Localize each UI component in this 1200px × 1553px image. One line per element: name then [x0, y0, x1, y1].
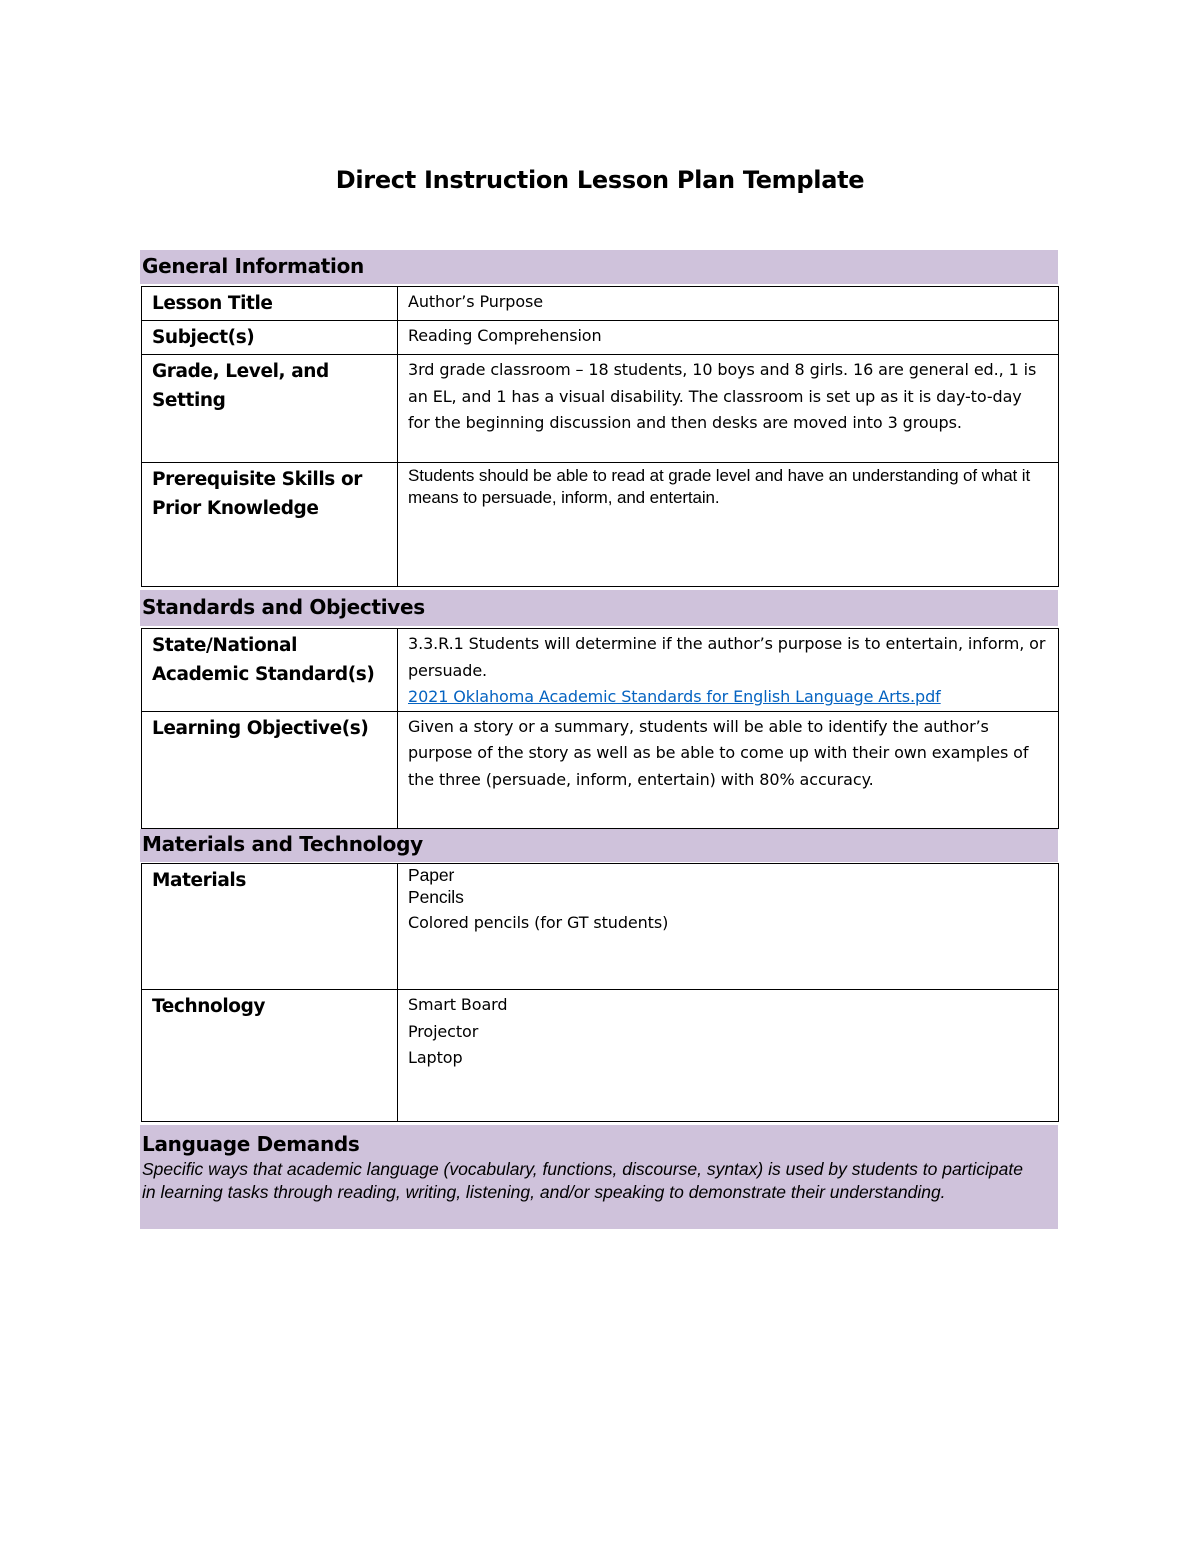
prerequisite-skills-value: Students should be able to read at grade level and have an understanding of what it means to persuade, inform, and entertain. — [398, 463, 1059, 587]
section-heading: General Information — [142, 254, 364, 278]
materials-technology-header — [140, 829, 1058, 862]
standards-objectives-table — [141, 628, 1059, 829]
section-heading: Language Demands — [142, 1132, 360, 1156]
lesson-title-label: Lesson Title — [142, 287, 398, 321]
section-heading: Materials and Technology — [142, 832, 423, 856]
list-item: Paper — [408, 865, 455, 885]
table-row — [142, 711, 1059, 828]
academic-standards-cell — [398, 629, 1059, 712]
table-row — [142, 463, 1059, 587]
materials-list — [398, 864, 1059, 990]
section-heading: Standards and Objectives — [142, 595, 425, 619]
language-demands-description: Specific ways that academic language (vocabulary, functions, discourse, syntax) is used by students to participate in learning tasks through reading, writing, listening, and/or speaking to demonstrate their understanding. — [142, 1159, 1023, 1202]
academic-standards-label: State/National Academic Standard(s) — [142, 629, 398, 712]
table-row — [142, 990, 1059, 1122]
page-title: Direct Instruction Lesson Plan Template — [335, 166, 865, 194]
list-item: Pencils — [408, 887, 464, 907]
list-item: Projector — [408, 1021, 479, 1041]
standards-pdf-link[interactable]: 2021 Oklahoma Academic Standards for English Language Arts.pdf — [408, 687, 941, 706]
prerequisite-skills-label: Prerequisite Skills or Prior Knowledge — [142, 463, 398, 587]
standards-objectives-header — [140, 590, 1058, 626]
grade-level-setting-label: Grade, Level, and Setting — [142, 355, 398, 463]
general-information-table — [141, 286, 1059, 587]
materials-label: Materials — [142, 864, 398, 990]
general-information-header — [140, 250, 1058, 284]
list-item: Smart Board — [408, 995, 508, 1014]
list-item: Colored pencils (for GT students) — [408, 913, 669, 932]
subject-value: Reading Comprehension — [398, 321, 1059, 355]
list-item: Laptop — [408, 1048, 463, 1067]
grade-level-setting-value: 3rd grade classroom – 18 students, 10 boys and 8 girls. 16 are general ed., 1 is an EL, and 1 has a visual disability. The classroom is set up as it is day-to-day for the beginning discussion and then desks are moved into 3 groups. — [398, 355, 1059, 463]
academic-standards-value: 3.3.R.1 Students will determine if the author’s purpose is to entertain, inform, or persuade. — [408, 634, 1046, 680]
learning-objectives-label: Learning Objective(s) — [142, 711, 398, 828]
table-row — [142, 287, 1059, 321]
learning-objectives-value: Given a story or a summary, students will be able to identify the author’s purpose of the story as well as be able to come up with their own examples of the three (persuade, inform, entertain) with 80% accuracy. — [398, 711, 1059, 828]
subject-label: Subject(s) — [142, 321, 398, 355]
language-demands-section — [140, 1125, 1058, 1229]
table-row — [142, 864, 1059, 990]
technology-label: Technology — [142, 990, 398, 1122]
technology-list — [398, 990, 1059, 1122]
lesson-title-value: Author’s Purpose — [398, 287, 1059, 321]
table-row — [142, 321, 1059, 355]
table-row — [142, 355, 1059, 463]
table-row — [142, 629, 1059, 712]
materials-technology-table — [141, 863, 1059, 1122]
